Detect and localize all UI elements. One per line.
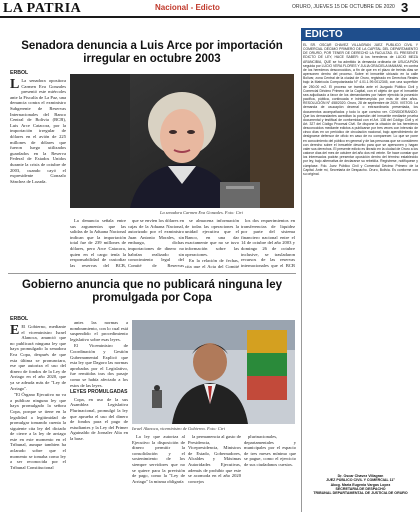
masthead	[0, 0, 420, 18]
story2-caption: Israel Alanoca, viceministro de Gobierno. Foto: Ctri	[132, 426, 225, 431]
story2-col1-p1: El Gobierno, mediante el viceministro Israel Alanoca, anunció que no publicará ninguna ley que haya promulgado la senadora Eva Copa, después de que esta última se pronunciara, ese que autoriza el uso del dinero de fondos de la Ley de Arriago en el año 2020, que ya se adeuda más de "Ley de Arriago".	[10, 324, 66, 391]
edicto-signature: Dr. Oscar Chavez Villagran JUEZ PÚBLICO CIVIL Y COMERCIAL 11° Abog. Maria Eugenia Vargas Lopez SECRETARIA DE DESPACHO TRIBUNAL DEPARTAMENTAL DE JUSTICIA DE ORURO	[313, 474, 408, 496]
photo-viceminister-illustration	[132, 320, 295, 424]
dateline: ORURO, JUEVES 15 DE OCTUBRE DE 2020	[292, 4, 395, 10]
newspaper-logo: LA PATRIA	[3, 1, 82, 16]
story1-col4-p1: se almacena información de todas las operaciones la unidad ejecutiva que el Banco, en una dar exactamente que no se tuvo información sobre las operaciones.	[185, 218, 239, 257]
dropcap: E	[10, 324, 20, 338]
section-label: Nacional - Edicto	[155, 3, 220, 12]
story2-column-3	[132, 434, 185, 510]
story1-headline: Senadora denuncia a Luis Arce por importación irregular en octubre 2003	[21, 40, 283, 65]
story1-column-1	[10, 78, 66, 256]
story1-column-5	[241, 218, 295, 268]
edicto-title: EDICTO	[305, 29, 343, 40]
story1-caption: La senadora Carmen Eva Gonzales. Foto: Ctri	[160, 210, 243, 215]
story1-col1-p1: La senadora opositora Carmen Eva Gonzales presentó este miércoles ante la Fiscalía de La Paz, una denuncia contra el exministro Subgerente de Reservas Internacionales del Banco Central de Bolivia (BCB), Luis Arce Catacora, por la importación irregular de dólares en el avión de 225 millones de dólares que fueron luego utilizados guardados en la Reserva Federal de Estados Unidos durante la crisis de octubre de 2003, cuando cayó el expresidente Gonzalo Sánchez de Lozada.	[10, 78, 66, 184]
story2-column-2	[70, 320, 128, 510]
story2-col5-p1: plurinacionales, departamentales y municipales por el espacio de tres meses mínimo que se pague, como el ejercicio de sus ciudadanos cuestos.	[244, 434, 296, 467]
story2-column-1	[10, 324, 66, 510]
story2-byline: ERBOL	[10, 316, 29, 322]
story1-col3-p1: que se envíen los dólares en cajas de la Aduana Nacional, autorizado por el exministro Juan Antonio Morales, sin embargo, dichas importaciones de dinero no habrían realizado sin conocimiento legal del Comité de Reservas	[128, 218, 184, 268]
story1-photo	[70, 74, 294, 208]
edicto-body: EL SR. OSCAR CHAVEZ VILLAGRAN JUEZ PUBLICO CIVIL Y COMERCIAL DÉCIMO PRIMERO DE LA CAPITAL DEL DEPARTAMENTO DE ORURO, POR TENER DE DERECHO LA FACULTAD. EL PRESENTE EDICTO DE LEY, HACE SABER: A los herederos de LUCIO MEZA ARANCIBIA, QUE se ha admitido la demanda ordinaria de USUCAPIÓN seguida por LUCIO VERA FLORES Y JULIA GRACIELA MAMANI, en contra de los herederos desconocidos, a fin de que en el plazo de treinta días se apersonen dentro del proceso. Sobre el inmueble ubicado en la calle Bolívar, zona Central de la ciudad de Oruro, registrado en Derechos Reales bajo la Matrícula Computarizada N° 4.01.1.99.0012345, con una superficie de 250.00 m2. El proceso se tramita ante el Juzgado Público Civil y Comercial Décimo Primero de la Capital, con el objeto de que el inmueble sea adjudicado a favor de los demandantes por haber ejercido la posesión pacífica, pública, continuada e ininterrumpida por más de diez años. RESOLUCIÓN N° 458/2020. Oruro, 28 de septiembre de 2020. VISTOS: La demanda de usucapión decenal o extraordinaria presentada, los documentos acompañados y todo lo que convino ver. CONSIDERANDO: Que los demandantes acreditan la posesión del inmueble mediante prueba documental y testifical de conformidad con el Art. 138 del Código Civil y el Art. 327 del Código Procesal Civil. Se dispone la citación de los herederos desconocidos mediante edictos a publicarse por tres veces con intervalo de cinco días en un periódico de circulación nacional, bajo apercibimiento de designarse defensor de oficio en caso de no comparecer. Lo que se pone en conocimiento del público en general y de las personas que se consideren con derecho sobre el inmueble descrito para que se apersonen y hagan valer sus derechos. El presente edicto es librado en la ciudad de Oruro a los catorce días del mes de octubre del año dos mil veinte. Se hace constar que los interesados podrán presentar oposición dentro del término establecido por ley, bajo alternativa de declararse su rebeldía. Regístrese, notifíquese y cúmplase. Fdo. Juez Público Civil y Comercial Décimo Primero de la Capital. Ante mí, Secretaria de Despacho. Oruro, Bolivia. Es conforme con su original.	[303, 43, 418, 176]
story1-column-2	[70, 218, 126, 268]
story1-col4-p2: En la relación de fechas, cita que el Acta del Comité	[185, 258, 239, 268]
story1-column-3	[128, 218, 184, 268]
page-number: 3	[401, 0, 409, 15]
story2-headline: Gobierno anuncia que no publicará ninguna ley promulgada por Copa	[21, 279, 283, 304]
story2-col4-p1: la permanencia al gasto de Presidencia, Vicepresidencia, Ministros de Estado, Gobernadores, Alcaldes y Máximas Autoridades Ejecutivas, además de prohibir que este se acomoda en el año 2020 concejos	[188, 434, 241, 484]
story1-col2-p1: La denuncia señala entre sus argumentos que las salidas de la Aduana Nacional indican que la importación total fue de 239 millones de dólares, pero Arce Catacora, quien en el cargo tenía la responsabilidad de custodiar las reservas del BCB,	[70, 218, 126, 268]
dropcap: L	[10, 78, 20, 92]
story2-column-4	[188, 434, 241, 510]
story2-col2-p2: El Viceministro de Coordinación y Gestión Gubernamental Explicó que esta ley que Dagoro las normas aprobadas por el Legislativo, fue remitidas tras dos pasaje como se había afectado a los estos de las leyes.	[70, 343, 128, 388]
story2-col3-p1: La ley que autoriza al Ejecutivo la disposición de dinero permitir la consolidación y el sostenimiento de los siempre servidores que no se quiere para la previsión de pago, como la "Ley de Arriago" la misma obligaría	[132, 434, 185, 484]
story-separator	[8, 273, 296, 274]
story1-column-4	[185, 218, 239, 268]
story2-subhead: LEYES PROMULGADAS	[70, 389, 128, 396]
photo-senator-illustration	[70, 74, 294, 208]
story2-col1-p2: "El Órgano Ejecutivo no va a publicar ninguna ley que haya promulgado la señora Copa, porque se tiene en la legalidad a legitimidad de promulgar tomando cuenta la siguiente cita ley del dictado de cierre a la ley de arriago este en este momento en el Tribunal, aunque tambien ha aclarado sobre que el momento se tomaba como ley a ser reconocida por el Tribunal Constitucional	[10, 392, 66, 470]
story2-column-5	[244, 434, 296, 510]
story1-col5-p1: los dos requerimientos en transferencias de liquidez por parte del sistema financiero nacional entre el 14 de octubre del año 2003 y domingo 26 de octubre inclusive, se trasladaron recursos de las reservas internacionales que el BCB	[241, 218, 295, 268]
story2-photo	[132, 320, 295, 424]
story2-col2-p3: Copa, en uso de la sus Asamblea Legislativa Plurinacional, promulgó la ley que aprueba el uso del dinero de fondos para el pago de estudiantes y la Ley del Primer Aguinaldo de Jornaler Alta en la base.	[70, 396, 128, 441]
story2-col2-p1: antes las normas a nombramiento, con lo cual está suspendido el procedimiento legislativo sobre esas leyes.	[70, 320, 128, 342]
story1-byline: ERBOL	[10, 70, 29, 76]
